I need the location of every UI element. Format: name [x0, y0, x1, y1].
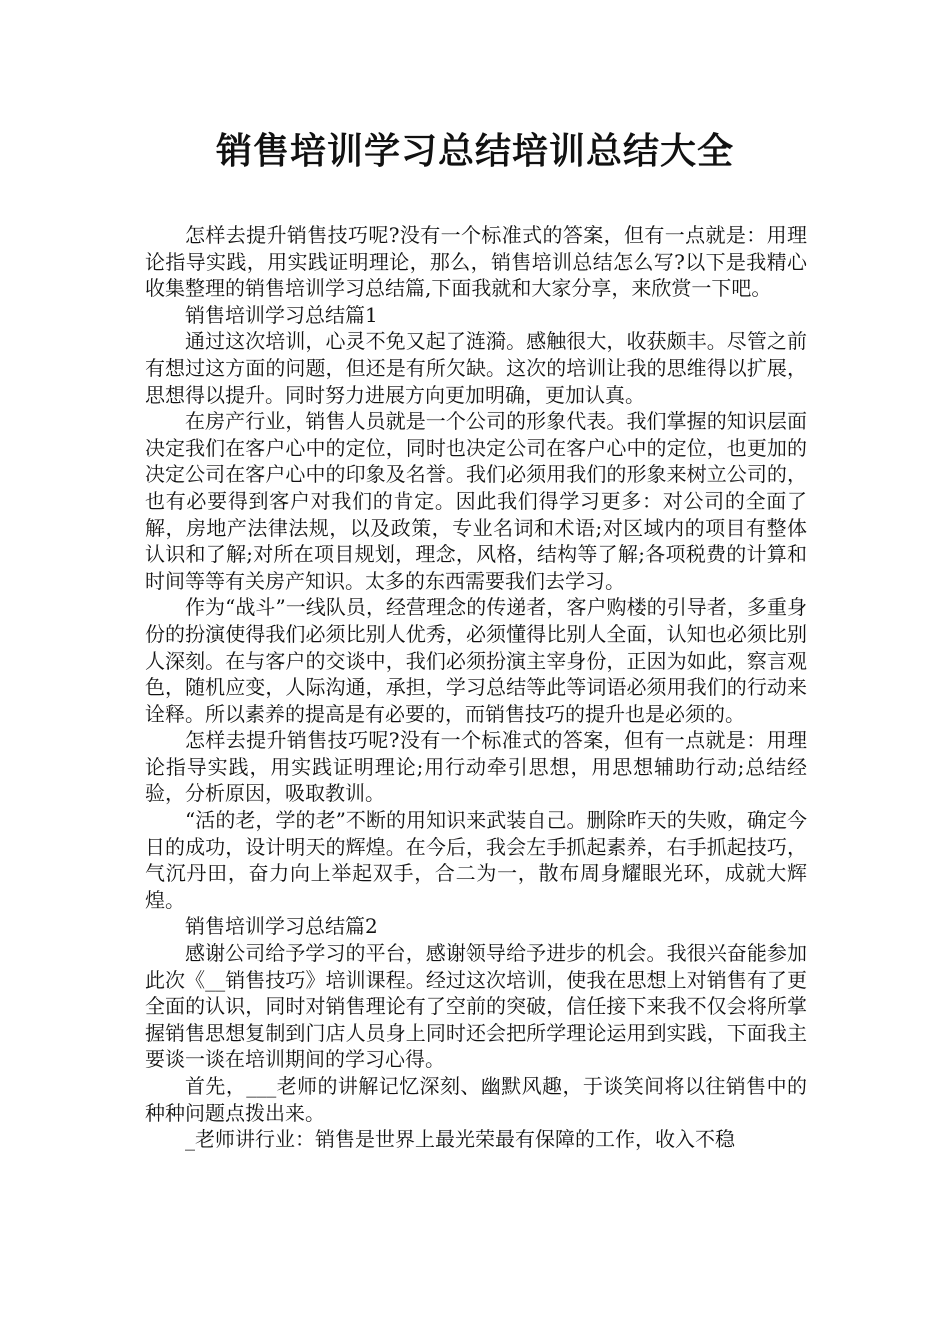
paragraph: 在房产行业，销售人员就是一个公司的形象代表。我们掌握的知识层面决定我们在客户心中的定位，同时也决定公司在客户心中的定位，也更加的决定公司在客户心中的印象及名誉。我们必须用我们的形象来树立公司的，也有必要得到客户对我们的肯定。因此我们得学习更多：对公司的全面了解，房地产法律法规，以及政策，专业名词和术语;对区域内的项目有整体认识和了解;对所在项目规划，理念，风格，结构等了解;各项税费的计算和时间等等有关房产知识。太多的东西需要我们去学习。	[145, 409, 807, 593]
paragraph-intro: 怎样去提升销售技巧呢?没有一个标准式的答案，但有一点就是：用理论指导实践，用实践证明理论，那么，销售培训总结怎么写?以下是我精心收集整理的销售培训学习总结篇,下面我就和大家分享，来欣赏一下吧。	[145, 223, 807, 301]
paragraph: 作为“战斗”一线队员，经营理念的传递者，客户购楼的引导者，多重身份的扮演使得我们必须比别人优秀，必须懂得比别人全面，认知也必须比别人深刻。在与客户的交谈中，我们必须扮演主宰身份，正因为如此，察言观色，随机应变，人际沟通，承担，学习总结等此等词语必须用我们的行动来诠释。所以素养的提高是有必要的，而销售技巧的提升也是必须的。	[145, 595, 807, 726]
document-title: 销售培训学习总结培训总结大全	[215, 131, 734, 172]
paragraph: 通过这次培训，心灵不免又起了涟漪。感触很大，收获颇丰。尽管之前有想过这方面的问题，但还是有所欠缺。这次的培训让我的思维得以扩展，思想得以提升。同时努力进展方向更加明确，更加认真。	[145, 329, 807, 407]
section-heading-2: 销售培训学习总结篇2	[185, 914, 378, 939]
paragraph: 怎样去提升销售技巧呢?没有一个标准式的答案，但有一点就是：用理论指导实践，用实践证明理论;用行动牵引思想，用思想辅助行动;总结经验，分析原因，吸取教训。	[145, 728, 807, 806]
paragraph: 首先，___老师的讲解记忆深刻、幽默风趣，于谈笑间将以往销售中的种种问题点拨出来。	[145, 1074, 807, 1125]
paragraph: 感谢公司给予学习的平台，感谢领导给予进步的机会。我很兴奋能参加此次《__销售技巧》培训课程。经过这次培训，使我在思想上对销售有了更全面的认识，同时对销售理论有了空前的突破，信任接下来我不仅会将所掌握销售思想复制到门店人员身上同时还会把所学理论运用到实践，下面我主要谈一谈在培训期间的学习心得。	[145, 941, 807, 1072]
paragraph: _老师讲行业：销售是世界上最光荣最有保障的工作，收入不稳	[185, 1127, 735, 1152]
paragraph: “活的老，学的老”不断的用知识来武装自己。删除昨天的失败，确定今日的成功，设计明天的辉煌。在今后，我会左手抓起素养，右手抓起技巧，气沉丹田，奋力向上举起双手，合二为一，散布周身耀眼光环，成就大辉煌。	[145, 808, 807, 912]
document-body	[145, 222, 807, 1153]
section-heading-1: 销售培训学习总结篇1	[185, 302, 378, 327]
